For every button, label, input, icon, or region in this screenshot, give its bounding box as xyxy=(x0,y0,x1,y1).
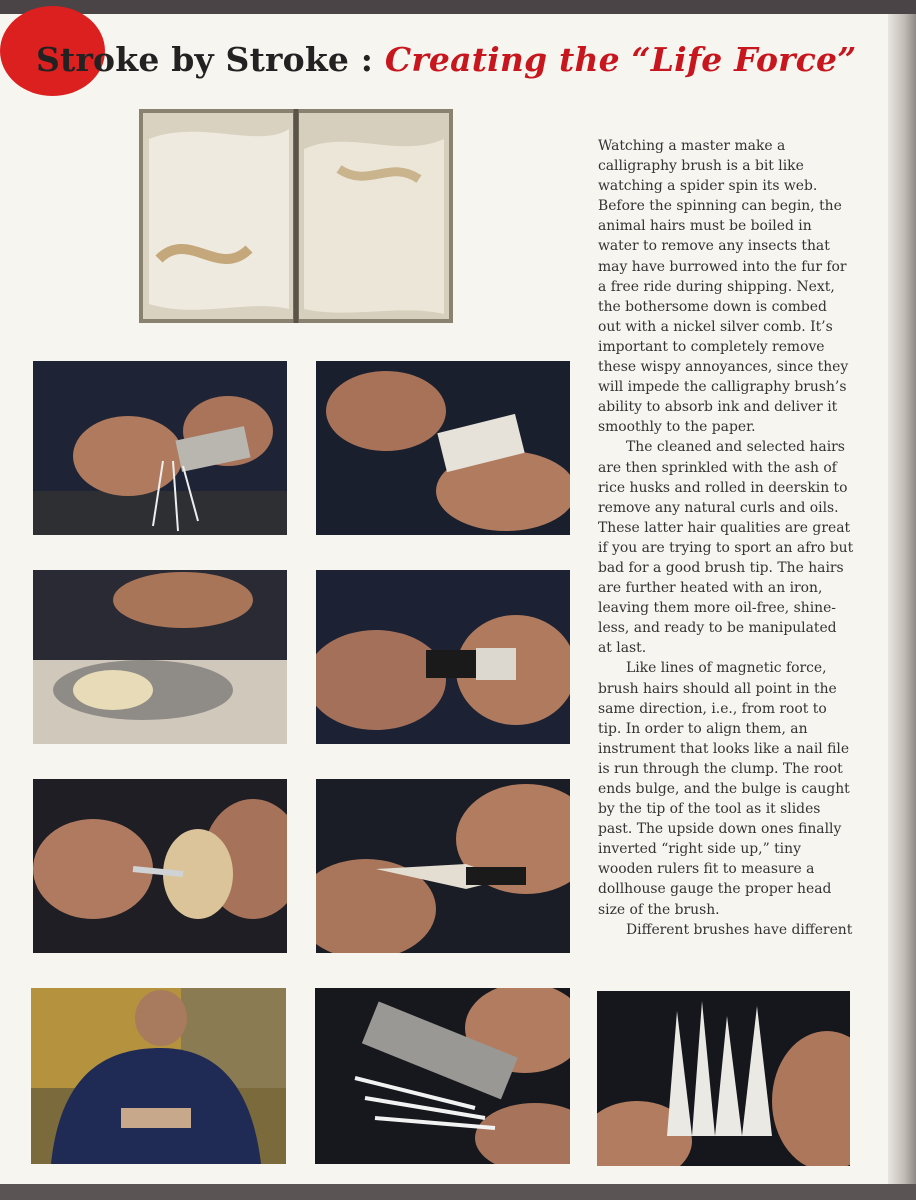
title-main: Stroke by Stroke : xyxy=(36,40,385,79)
photo-combing-down xyxy=(33,361,287,535)
paragraph-3: Like lines of magnetic force, brush hairs should all point in the same direction, i.e., from root to tip. In order to align them, an instrument that looks like a nail file is run through the clump. The root ends bulge, and the bulge is caught by the tip of the tool as it slides past. The upside down ones finally inverted “right side up,” tiny wooden rulers fit to measure a dollhouse gauge the proper head size of the brush. xyxy=(598,660,850,918)
photo-aligning-hairs xyxy=(33,779,287,953)
photo-master-craftsman xyxy=(31,988,286,1164)
page-top-edge xyxy=(0,0,916,14)
paragraph-2: The cleaned and selected hairs are then sprinkled with the ash of rice husks and rolled in deerskin to remove any natural curls and oils. These latter hair qualities are great if you are trying to sport an afro but bad for a good brush tip. The hairs are further heated with an iron, leaving them more oil-free, shine-less, and ready to be manipulated at last. xyxy=(598,439,854,657)
book-spine-shadow xyxy=(888,14,916,1184)
article-body xyxy=(598,136,854,940)
paragraph-4: Different brushes have different xyxy=(626,921,853,938)
photo-combing-brush-hairs xyxy=(315,988,570,1164)
photo-tying-bundle xyxy=(316,570,570,744)
paragraph-1: Watching a master make a calligraphy brush is a bit like watching a spider spin its web. Before the spinning can begin, the animal hairs must be boiled in water to remove any insects that may have burrowed into the fur for a free ride during shipping. Next, the bothersome down is combed out with a nickel silver comb. It’s important to completely remove these wispy annoyances, since they will impede the calligraphy brush’s ability to absorb ink and deliver it smoothly to the paper. xyxy=(598,138,849,436)
photo-comb-bundle xyxy=(316,361,570,535)
photo-finished-brush-head xyxy=(597,991,850,1166)
title-accent: Creating the “Life Force” xyxy=(384,40,857,79)
page-title xyxy=(36,40,856,79)
photo-hair-bundles xyxy=(139,109,453,323)
photo-sprinkling-ash xyxy=(33,570,287,744)
page-bottom-edge xyxy=(0,1184,916,1200)
photo-shaping-tip xyxy=(316,779,570,953)
